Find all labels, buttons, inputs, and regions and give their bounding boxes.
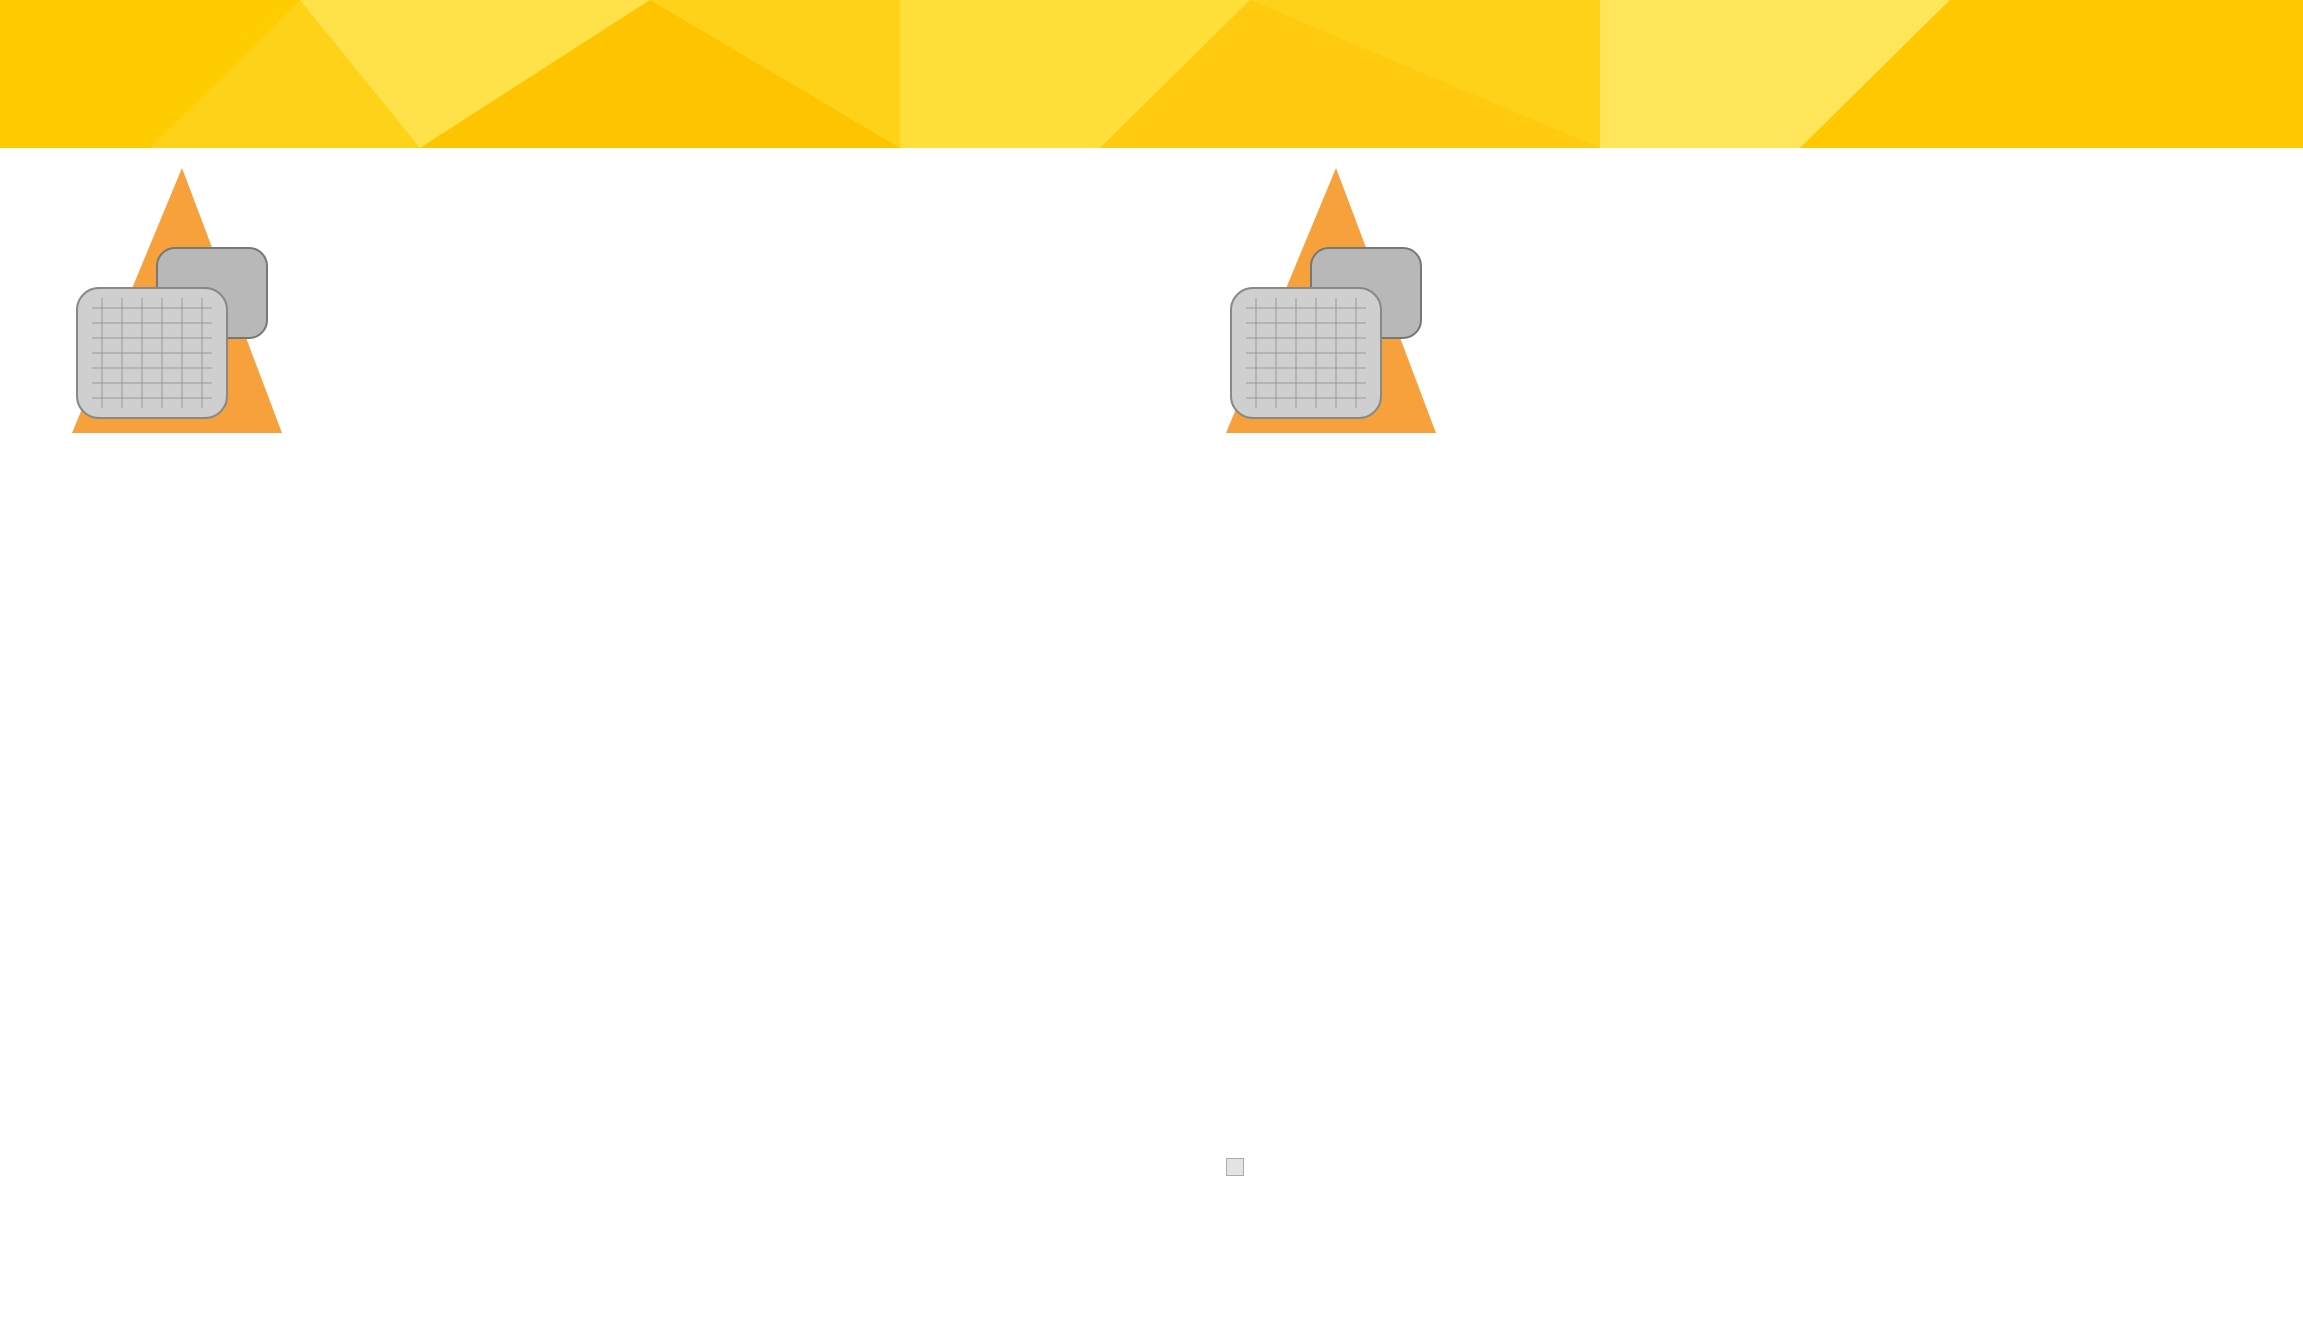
- prefilter-swatch: [1226, 1158, 1244, 1176]
- product-illustration-left: [72, 168, 282, 436]
- banner-pattern: [0, 0, 2303, 148]
- product-illustration-right: [1226, 168, 1436, 436]
- header-banner: [0, 0, 2303, 148]
